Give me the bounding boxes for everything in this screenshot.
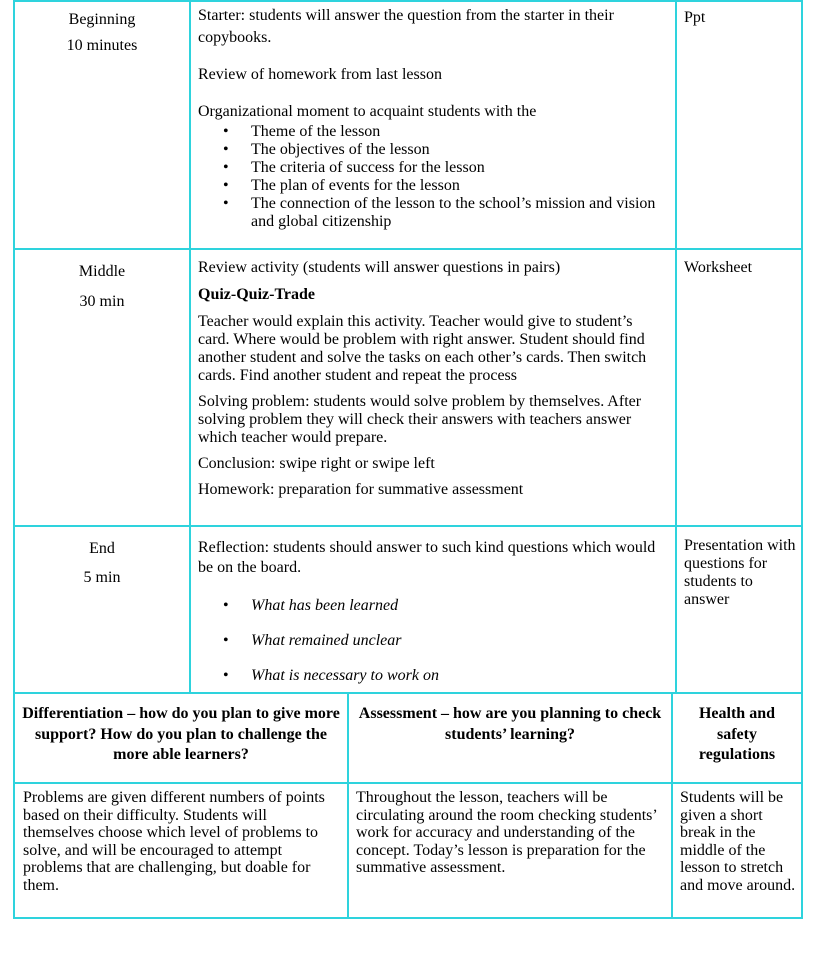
solving-text: Solving problem: students would solve problem by themselves. After solving problem they will check their answers with teachers answer which teacher would prepare. (198, 393, 642, 446)
divider (347, 692, 349, 919)
activity-title: Quiz-Quiz-Trade (198, 286, 316, 303)
list-item: • The plan of events for the lesson (251, 177, 668, 195)
resource-cell-beginning: Ppt (684, 9, 706, 26)
content-cell-beginning (198, 5, 668, 231)
list-item: • Theme of the lesson (251, 123, 668, 141)
review-activity-text: Review activity (students will answer questions in pairs) (198, 259, 561, 276)
divider (671, 692, 673, 919)
starter-text: Starter: students will answer the question from the starter in their copybooks. (198, 7, 614, 46)
differentiation-header: Differentiation – how do you plan to give more support? How do you plan to challenge the more able learners? (22, 705, 340, 763)
list-item: • The connection of the lesson to the school’s mission and vision and global citizenship (251, 195, 668, 231)
health-safety-header: Health and safety regulations (698, 705, 776, 763)
content-cell-end (198, 538, 668, 693)
list-item: • The criteria of success for the lesson (251, 159, 668, 177)
resource-cell-end: Presentation with questions for students to answer (684, 537, 796, 608)
stage-duration: 5 min (83, 569, 121, 586)
resource-cell-middle: Worksheet (684, 259, 753, 276)
conclusion-text: Conclusion: swipe right or swipe left (198, 455, 435, 472)
objectives-list (198, 123, 668, 231)
stage-label: Beginning (68, 11, 136, 28)
reflection-questions (198, 588, 668, 693)
stage-cell-end (14, 534, 190, 592)
review-text: Review of homework from last lesson (198, 66, 442, 83)
stage-cell-beginning (14, 7, 190, 59)
stage-duration: 30 min (79, 293, 125, 310)
divider (675, 0, 677, 693)
assessment-header: Assessment – how are you planning to check students’ learning? (358, 705, 662, 743)
stage-cell-middle (14, 257, 190, 317)
health-safety-cell: Students will be given a short break in the middle of the lesson to stretch and move around. (680, 789, 796, 894)
homework-text: Homework: preparation for summative assessment (198, 481, 524, 498)
list-item: • What is necessary to work on (251, 658, 668, 693)
stage-label: End (89, 540, 115, 557)
stage-label: Middle (78, 263, 126, 280)
list-item: • The objectives of the lesson (251, 141, 668, 159)
divider (13, 782, 803, 784)
assessment-cell: Throughout the lesson, teachers will be circulating around the room checking students’ work for accuracy and understanding of the concept. Today’s lesson is preparation for the summative assessment. (356, 789, 657, 877)
reflection-text: Reflection: students should answer to such kind questions which would be on the board. (198, 539, 656, 576)
stage-duration: 10 minutes (66, 37, 138, 54)
divider (13, 248, 803, 250)
content-cell-middle (198, 259, 668, 499)
activity-explanation: Teacher would explain this activity. Teacher would give to student’s card. Where would be problem with right answer. Student should find another student and solve the tasks on each other’s cards. Then switch cards. Find another student and repeat the process (198, 313, 647, 384)
list-item: • What has been learned (251, 588, 668, 623)
divider (13, 525, 803, 527)
differentiation-cell: Problems are given different numbers of points based on their difficulty. Students will themselves choose which level of problems to solve, and will be encouraged to attempt problems that are challenging, but doable for them. (23, 789, 325, 894)
list-item: • What remained unclear (251, 623, 668, 658)
org-intro-text: Organizational moment to acquaint students with the (198, 103, 537, 120)
